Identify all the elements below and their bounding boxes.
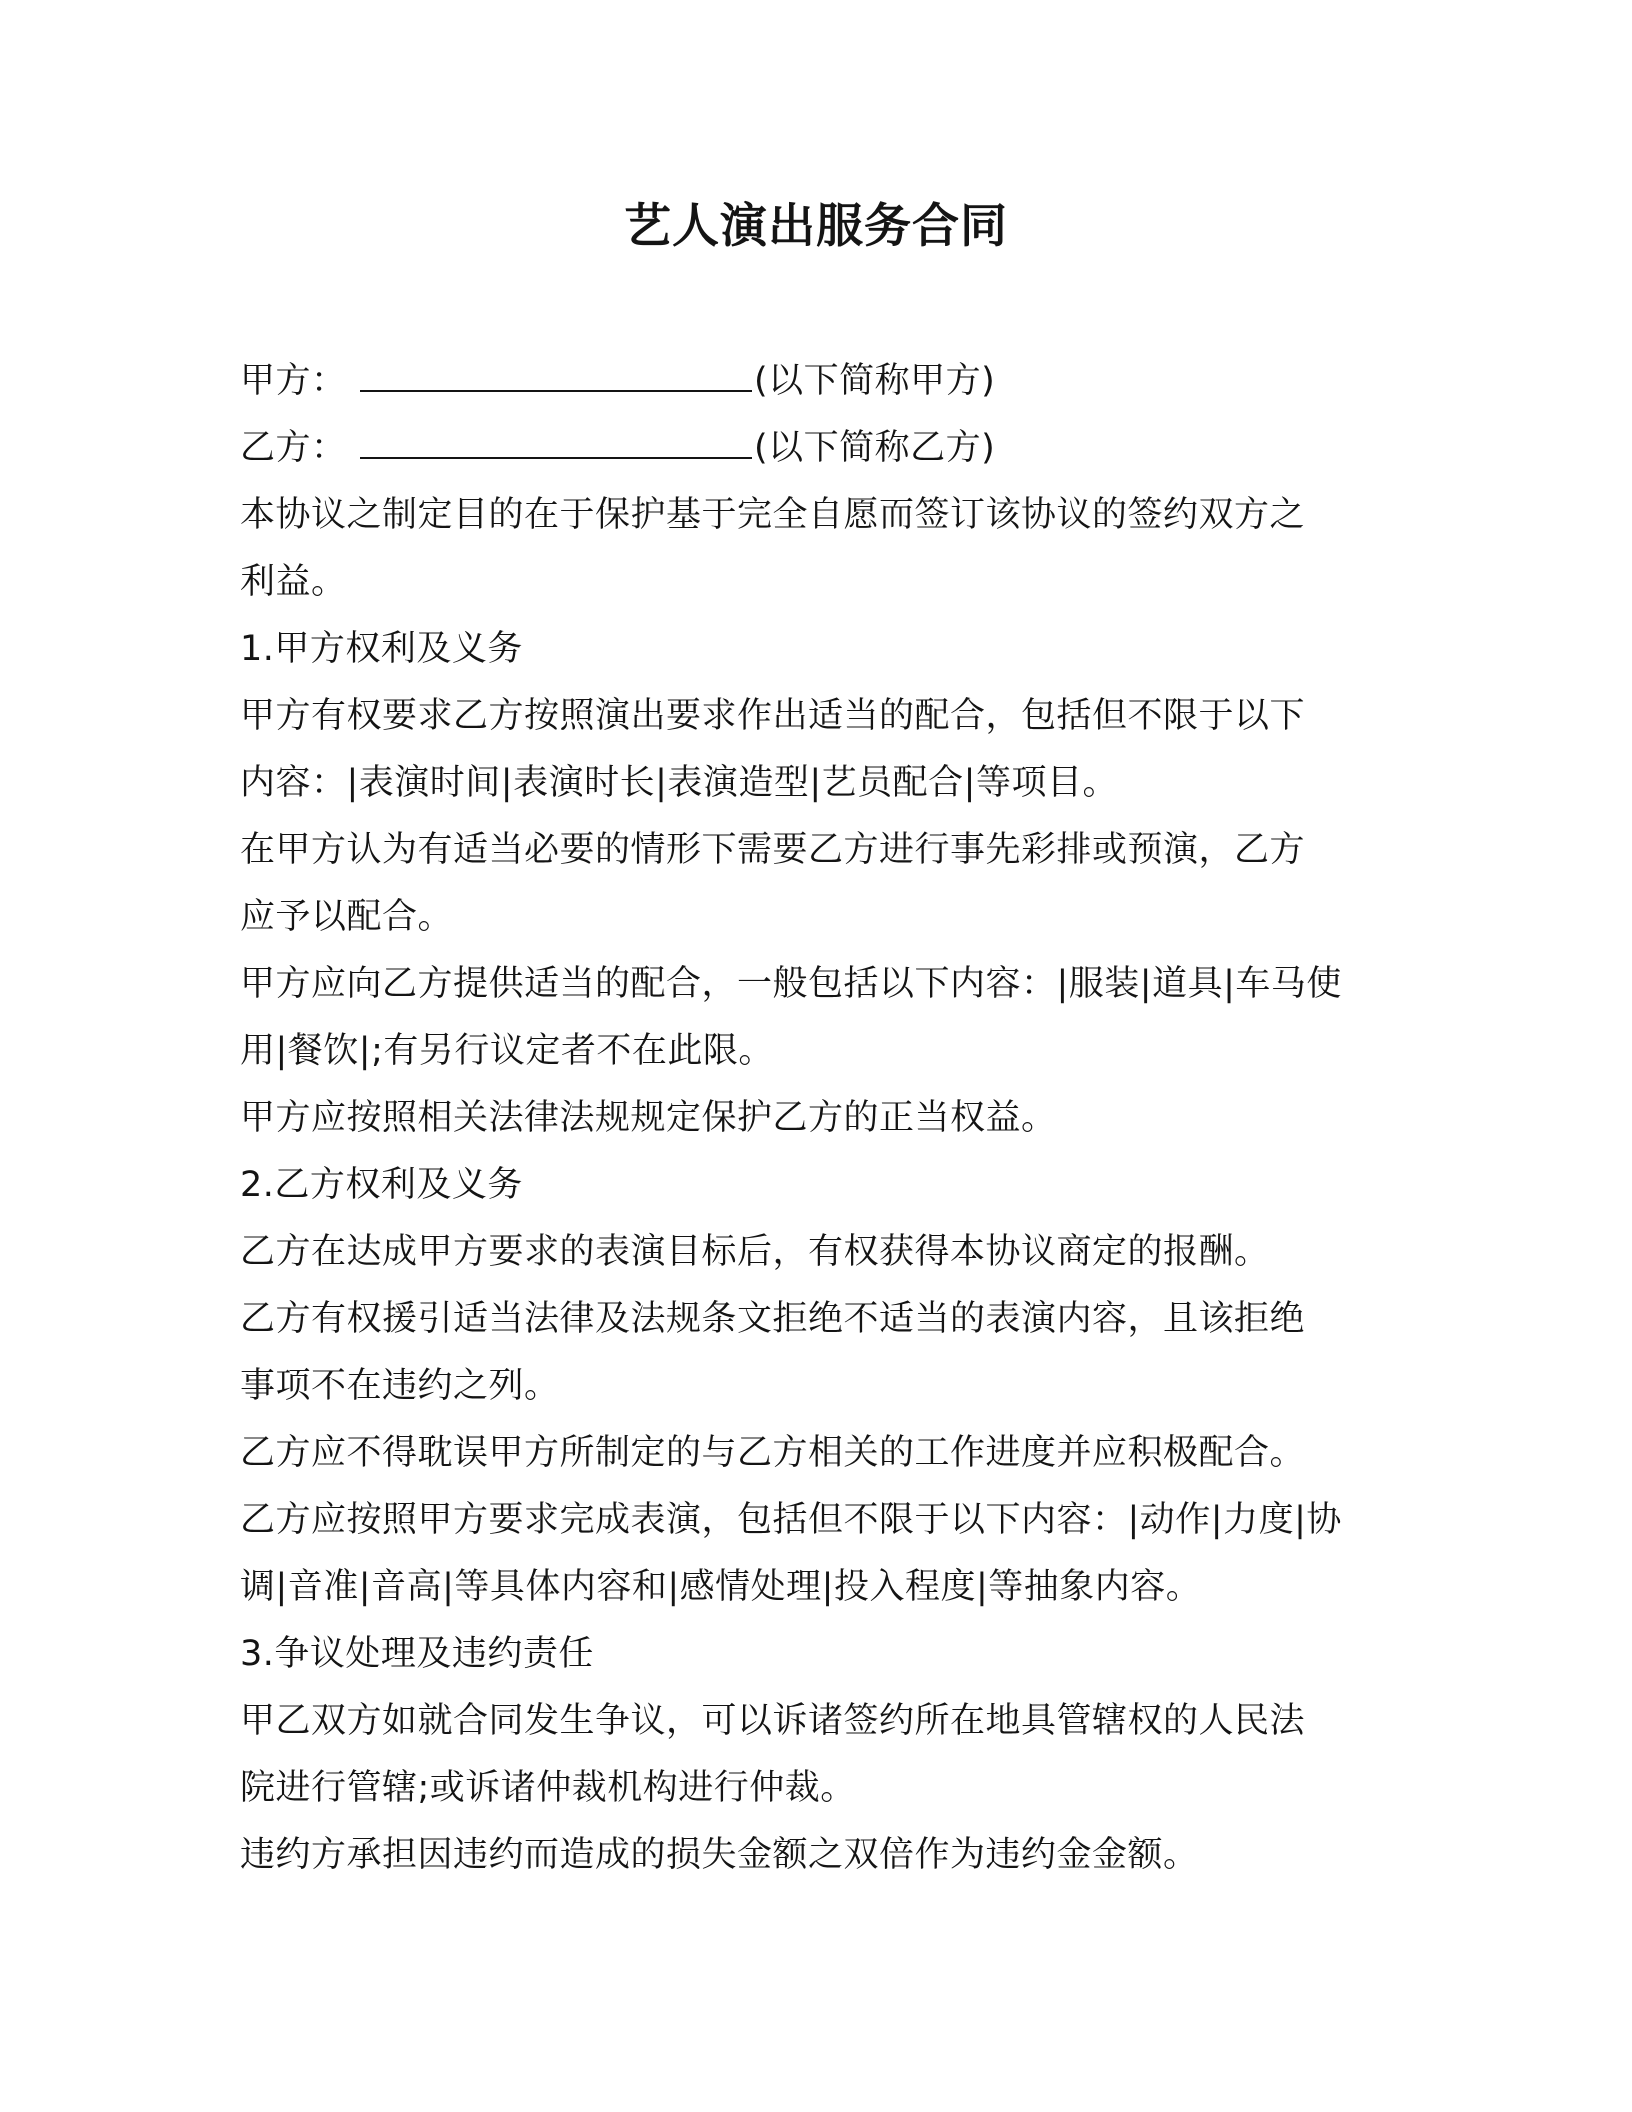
body-line: 在甲方认为有适当必要的情形下需要乙方进行事先彩排或预演，乙方	[240, 830, 1306, 870]
body-line: 本协议之制定目的在于保护基于完全自愿而签订该协议的签约双方之	[240, 495, 1306, 535]
body-line: 乙方应按照甲方要求完成表演，包括但不限于以下内容：|动作|力度|协	[240, 1500, 1342, 1540]
section-heading-party-a-rights: 1.甲方权利及义务	[240, 629, 523, 669]
body-line: 乙方有权援引适当法律及法规条文拒绝不适当的表演内容，且该拒绝	[240, 1299, 1306, 1339]
body-line: 违约方承担因违约而造成的损失金额之双倍作为违约金金额。	[240, 1835, 1199, 1875]
body-line: 乙方应不得耽误甲方所制定的与乙方相关的工作进度并应积极配合。	[240, 1433, 1306, 1473]
body-line: 事项不在违约之列。	[240, 1366, 560, 1406]
body-line: 调|音准|音高|等具体内容和|感情处理|投入程度|等抽象内容。	[240, 1567, 1202, 1607]
party-b-suffix: (以下简称乙方)	[754, 428, 996, 468]
party-a-line	[240, 348, 1400, 415]
party-b-line	[240, 415, 1400, 482]
body-line: 院进行管辖;或诉诸仲裁机构进行仲裁。	[240, 1768, 856, 1808]
body-line: 内容：|表演时间|表演时长|表演造型|艺员配合|等项目。	[240, 763, 1118, 803]
document-body	[240, 348, 1400, 1889]
party-a-label: 甲方：	[240, 361, 347, 401]
body-line: 甲方有权要求乙方按照演出要求作出适当的配合，包括但不限于以下	[240, 696, 1306, 736]
section-heading-party-b-rights: 2.乙方权利及义务	[240, 1165, 523, 1205]
party-a-suffix: (以下简称甲方)	[754, 361, 996, 401]
party-b-label: 乙方：	[240, 428, 347, 468]
party-a-blank-field[interactable]	[360, 360, 752, 392]
document-title: 艺人演出服务合同	[624, 199, 1008, 254]
body-line: 应予以配合。	[240, 897, 454, 937]
body-line: 用|餐饮|;有另行议定者不在此限。	[240, 1031, 774, 1071]
section-heading-disputes: 3.争议处理及违约责任	[240, 1634, 594, 1674]
body-line: 甲乙双方如就合同发生争议，可以诉诸签约所在地具管辖权的人民法	[240, 1701, 1306, 1741]
body-line: 甲方应按照相关法律法规规定保护乙方的正当权益。	[240, 1098, 1057, 1138]
body-line: 利益。	[240, 562, 347, 602]
body-line: 乙方在达成甲方要求的表演目标后，有权获得本协议商定的报酬。	[240, 1232, 1270, 1272]
body-line: 甲方应向乙方提供适当的配合，一般包括以下内容：|服装|道具|车马使	[240, 964, 1342, 1004]
party-b-blank-field[interactable]	[360, 427, 752, 459]
